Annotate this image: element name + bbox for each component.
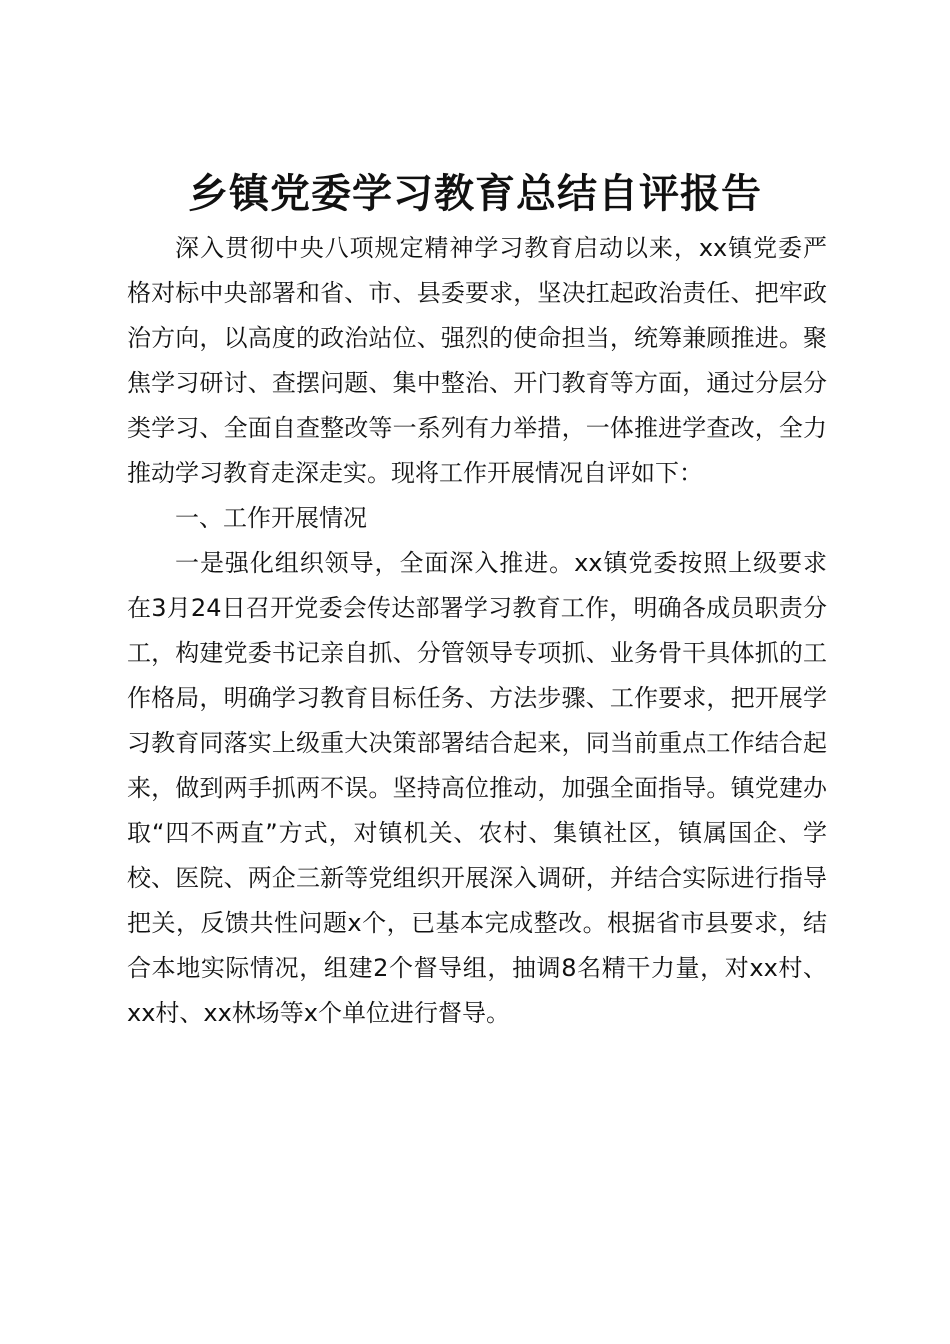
- intro-paragraph: 深入贯彻中央八项规定精神学习教育启动以来，xx镇党委严格对标中央部署和省、市、县委要求，坚决扛起政治责任、把牢政治方向，以高度的政治站位、强烈的使命担当，统筹兼顾推进。聚焦学习研讨、查摆问题、集中整治、开门教育等方面，通过分层分类学习、全面自查整改等一系列有力举措，一体推进学查改，全力推动学习教育走深走实。现将工作开展情况自评如下：: [127, 234, 827, 487]
- section-heading-work-progress: 一、工作开展情况: [175, 504, 367, 532]
- document-body: [127, 226, 827, 1036]
- paragraph-organization-leadership: 一是强化组织领导，全面深入推进。xx镇党委按照上级要求在3月24日召开党委会传达部署学习教育工作，明确各成员职责分工，构建党委书记亲自抓、分管领导专项抓、业务骨干具体抓的工作格局，明确学习教育目标任务、方法步骤、工作要求，把开展学习教育同落实上级重大决策部署结合起来，同当前重点工作结合起来，做到两手抓两不误。坚持高位推动，加强全面指导。镇党建办取“四不两直”方式，对镇机关、农村、集镇社区，镇属国企、学校、医院、两企三新等党组织开展深入调研，并结合实际进行指导把关，反馈共性问题x个，已基本完成整改。根据省市县要求，结合本地实际情况，组建2个督导组，抽调8名精干力量，对xx村、xx村、xx林场等x个单位进行督导。: [127, 549, 827, 1027]
- document-title: 乡镇党委学习教育总结自评报告: [188, 170, 762, 217]
